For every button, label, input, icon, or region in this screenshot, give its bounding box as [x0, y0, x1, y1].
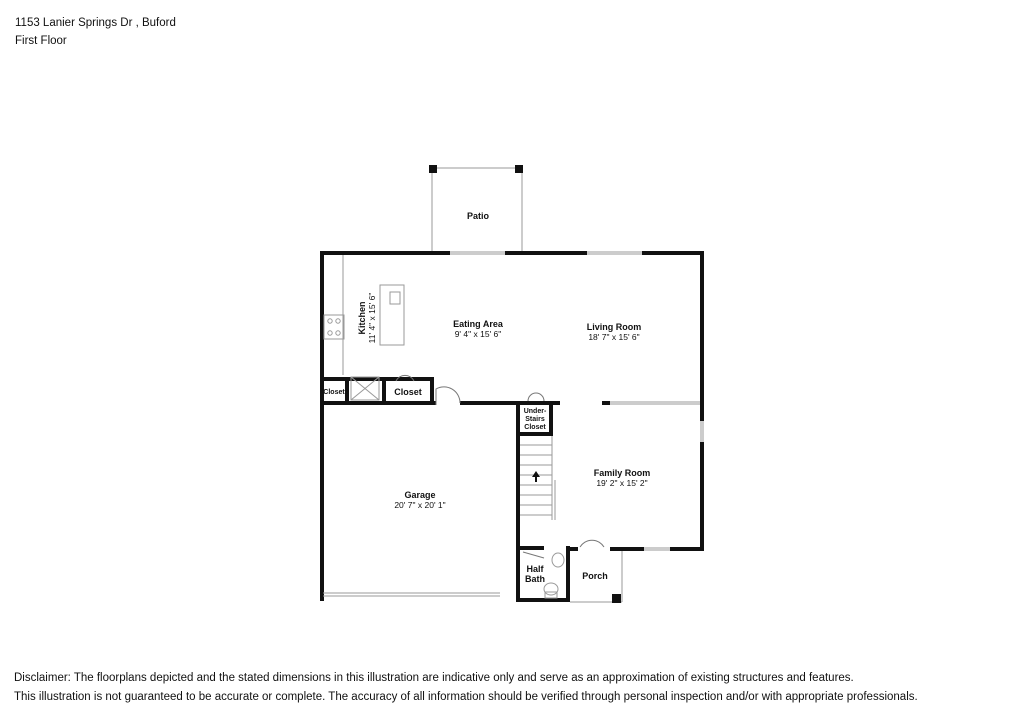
- disclaimer-line-1: Disclaimer: The floorplans depicted and the stated dimensions in this illustration are indicative only and serve as an approximation of existing structures and features.: [14, 672, 854, 684]
- under-stairs-label-1: Under-: [523, 408, 547, 415]
- disclaimer-line-2: This illustration is not guaranteed to be accurate or complete. The accuracy of all information should be verified through personal inspection and/or with appropriate professionals.: [14, 691, 918, 703]
- bath-fixtures: [544, 553, 564, 598]
- floor-label: First Floor: [15, 35, 67, 47]
- kitchen-label-group: [357, 293, 377, 344]
- living-room-dims: 18' 7" x 15' 6": [588, 332, 640, 342]
- stairs: [520, 436, 555, 520]
- half-bath-label-2: Bath: [525, 574, 545, 584]
- closet-label: Closet: [394, 387, 422, 397]
- under-stairs-label-3: Closet: [524, 424, 546, 431]
- stair-arrow-icon: [532, 471, 540, 482]
- patio-label: Patio: [466, 211, 490, 221]
- family-room-label: Family Room: [593, 468, 651, 478]
- under-stairs-label-2: Stairs: [525, 416, 545, 423]
- family-room-dims: 19' 2" x 15' 2": [596, 478, 648, 488]
- exterior-walls: [320, 251, 704, 602]
- eating-area-dims: 9' 4" x 15' 6": [454, 329, 502, 339]
- living-room-label: Living Room: [586, 322, 642, 332]
- half-bath-label-1: Half: [526, 564, 544, 574]
- small-closet-label: Closet: [323, 389, 345, 396]
- garage-dims: 20' 7" x 20' 1": [394, 500, 446, 510]
- property-address: 1153 Lanier Springs Dr , Buford: [15, 17, 176, 29]
- porch-label: Porch: [582, 571, 608, 581]
- kitchen-label: Kitchen: [357, 301, 367, 335]
- interior-walls: [320, 377, 610, 602]
- patio-area: [429, 165, 523, 252]
- garage-label: Garage: [404, 490, 436, 500]
- eating-area-label: Eating Area: [453, 319, 503, 329]
- kitchen-dims: 11' 4" x 15' 6": [367, 292, 377, 344]
